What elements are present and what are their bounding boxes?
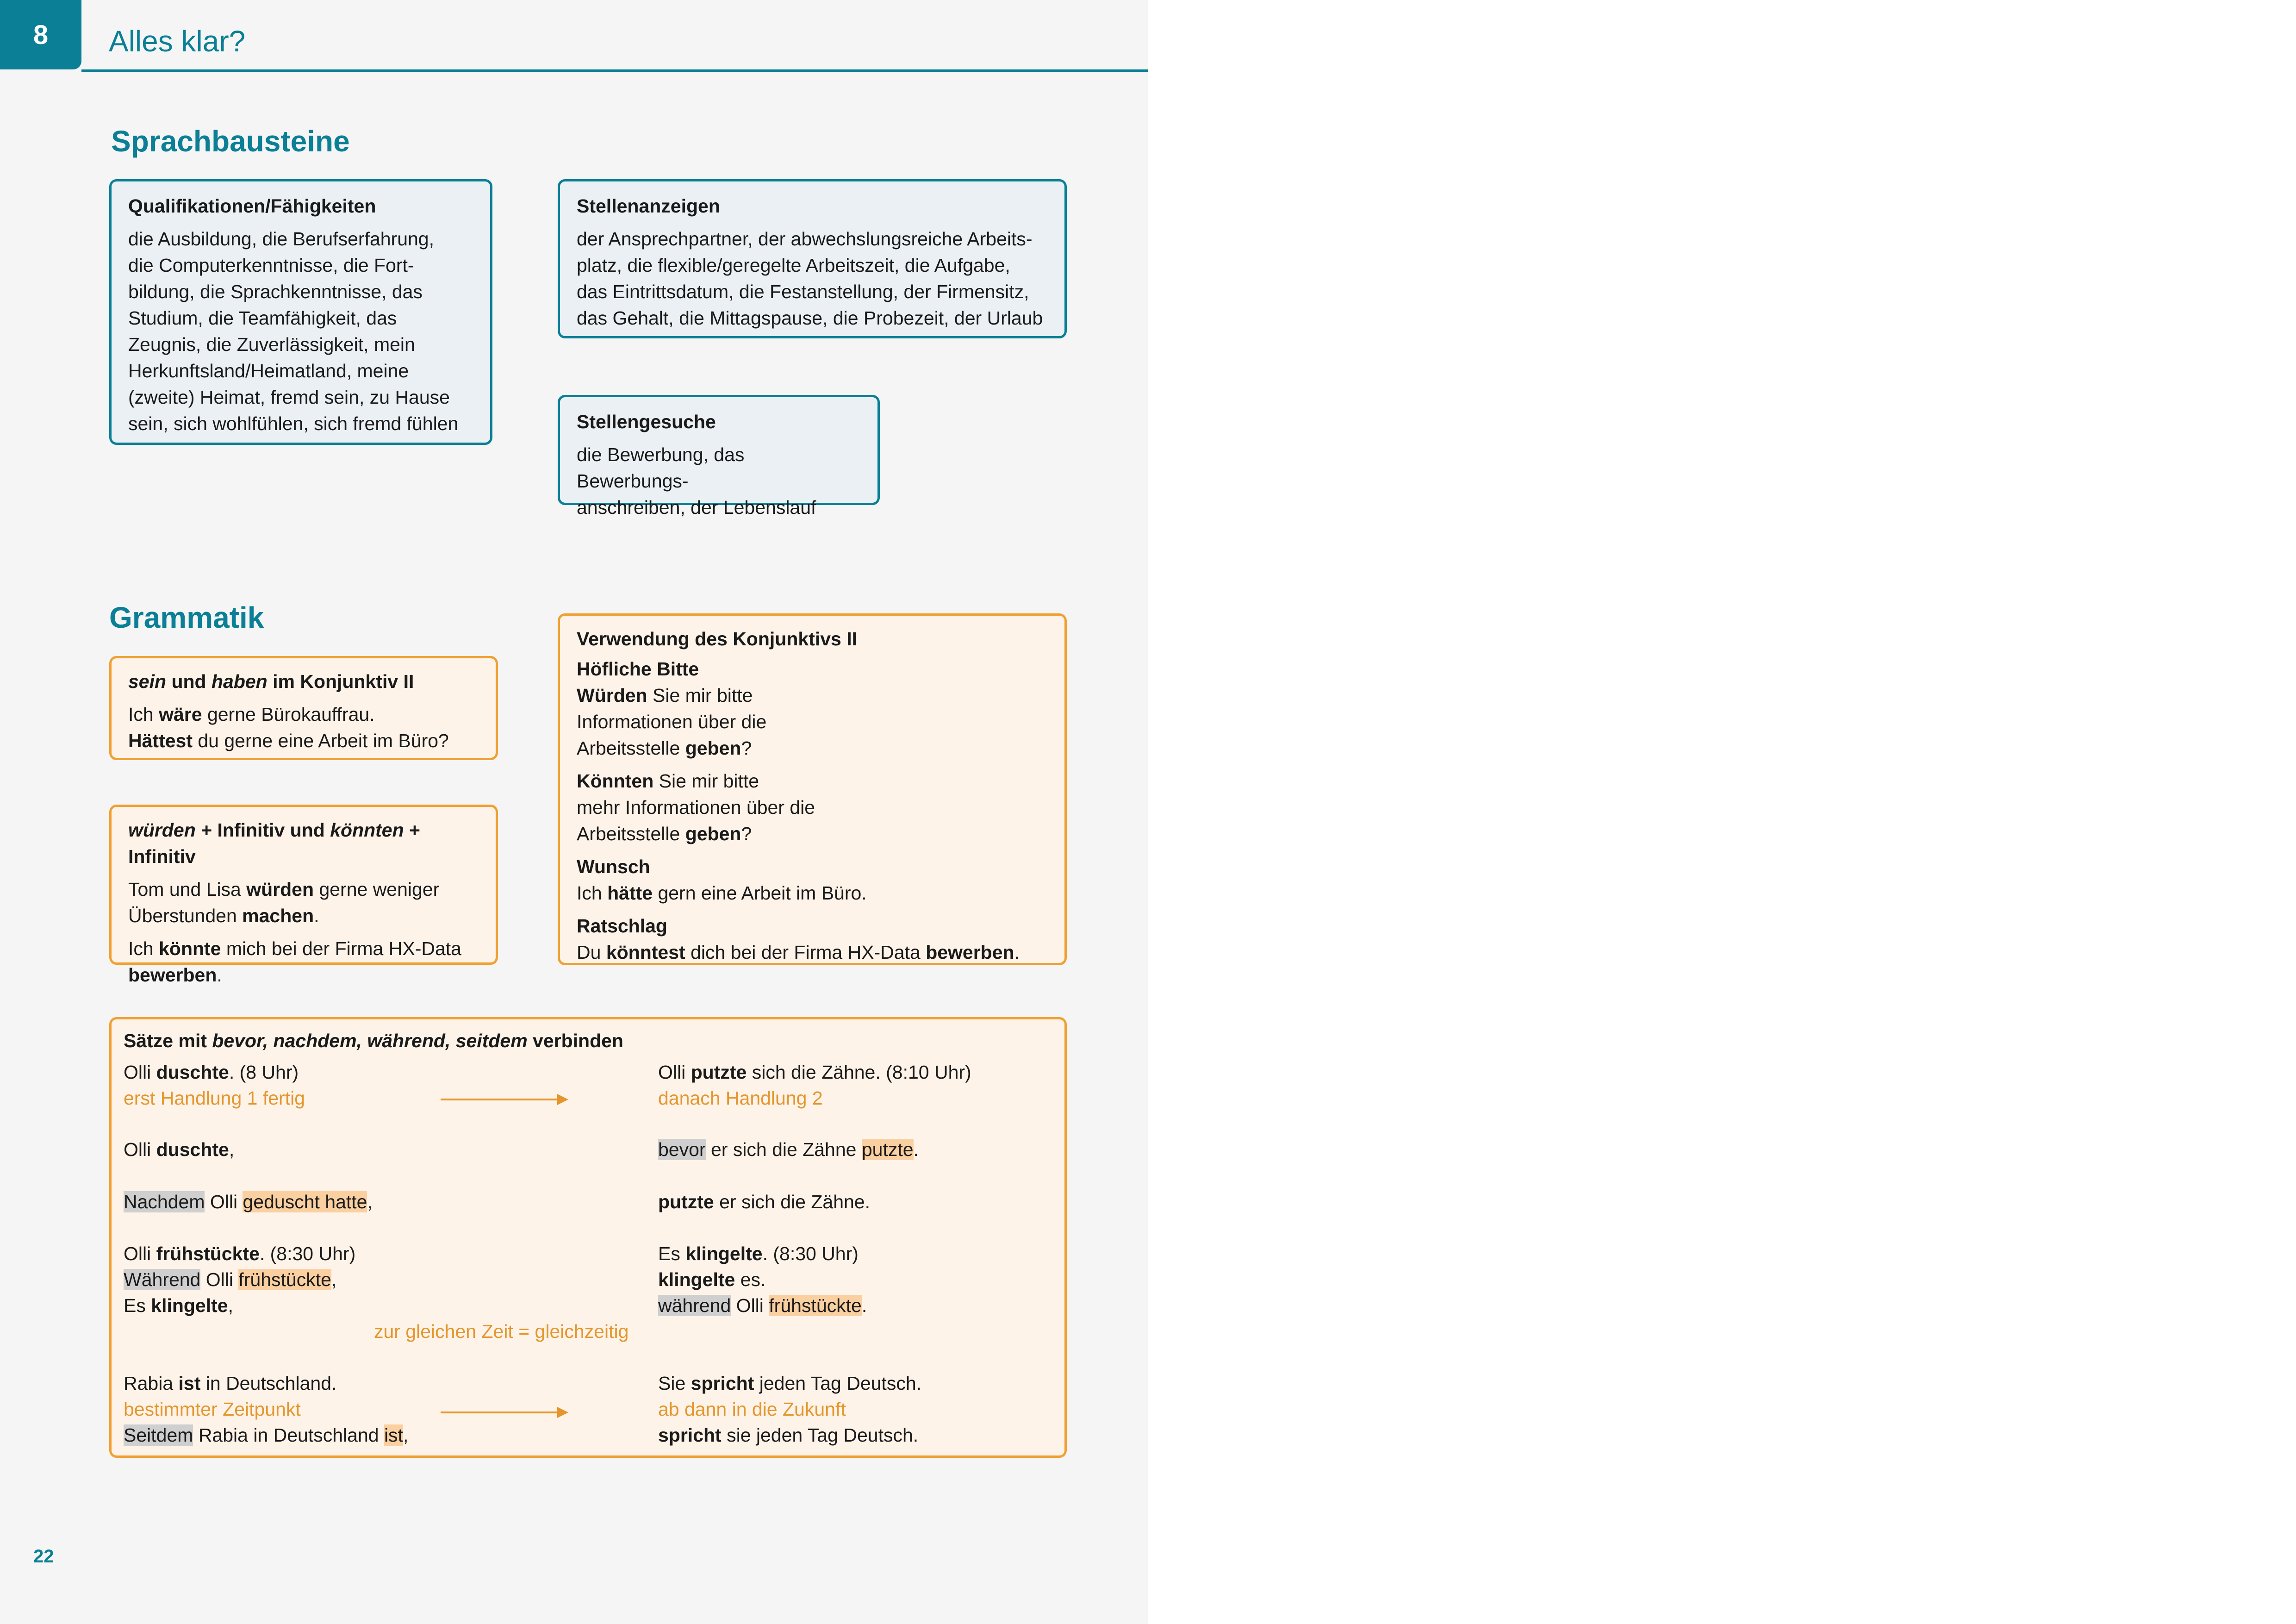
example-line: Ich wäre gerne Bürokauffrau. (128, 704, 375, 725)
text-line: die Ausbildung, die Berufserfahrung, (128, 228, 435, 250)
arrow-icon (441, 1099, 566, 1100)
example-line: Tom und Lisa würden gerne weniger (128, 879, 440, 900)
example-line: spricht sie jeden Tag Deutsch. (658, 1424, 919, 1446)
text-line: die Computerkenntnisse, die Fort- (128, 255, 414, 276)
example-line: Olli putzte sich die Zähne. (8:10 Uhr) (658, 1062, 971, 1083)
example-line: während Olli frühstückte. (658, 1295, 867, 1316)
example-line: mehr Informationen über die (577, 797, 815, 818)
box-verwendung-konjunktiv (558, 613, 1067, 965)
text-line: sein, sich wohlfühlen, sich fremd fühlen (128, 413, 459, 434)
example-line: Arbeitsstelle geben? (577, 823, 752, 844)
example-line: Hättest du gerne eine Arbeit im Büro? (128, 730, 449, 751)
example-line: Rabia ist in Deutschland. (124, 1373, 337, 1394)
example-line: klingelte es. (658, 1269, 766, 1290)
text-line: anschreiben, der Lebenslauf (577, 497, 816, 518)
box-wuerden-koennten (109, 805, 498, 986)
text-line: platz, die flexible/geregelte Arbeitszeit, die Aufgabe, (577, 255, 1010, 276)
chapter-number-tab (0, 0, 81, 69)
example-line: Ich könnte mich bei der Firma HX-Data (128, 938, 461, 959)
text-line: Herkunftsland/Heimatland, meine (128, 360, 409, 381)
example-line: Während Olli frühstückte, (124, 1269, 337, 1290)
box-stellenanzeigen (558, 179, 1067, 338)
annotation: zur gleichen Zeit = gleichzeitig (374, 1321, 629, 1342)
annotation: erst Handlung 1 fertig (124, 1087, 305, 1109)
example-line: Es klingelte, (124, 1295, 233, 1316)
example-line: Ich hätte gern eine Arbeit im Büro. (577, 882, 867, 904)
text-line: der Ansprechpartner, der abwechslungsreiche Arbeits- (577, 228, 1033, 250)
subheading: Ratschlag (577, 915, 667, 937)
chapter-number: 8 (33, 19, 49, 50)
example-line: Würden Sie mir bitte (577, 685, 753, 706)
example-line: Es klingelte. (8:30 Uhr) (658, 1243, 859, 1264)
example-line: Arbeitsstelle geben? (577, 737, 752, 759)
arrow-icon (441, 1412, 566, 1413)
example-line: bevor er sich die Zähne putzte. (658, 1139, 919, 1160)
example-line: Informationen über die (577, 711, 767, 732)
text-line: die Bewerbung, das Bewerbungs- (577, 444, 745, 492)
heading-grammatik: Grammatik (109, 601, 264, 634)
header-rule (81, 69, 1148, 72)
example-line: Du könntest dich bei der Firma HX-Data bewerben. (577, 942, 1020, 963)
text-line: das Gehalt, die Mittagspause, die Probezeit, der Urlaub (577, 307, 1043, 329)
saetze-title: Sätze mit bevor, nachdem, während, seitdem verbinden (124, 1030, 623, 1051)
example-line: Seitdem Rabia in Deutschland ist, (124, 1424, 409, 1446)
example-line: Könnten Sie mir bitte (577, 770, 759, 792)
box-title: sein und haben im Konjunktiv II (128, 671, 414, 692)
annotation: danach Handlung 2 (658, 1087, 823, 1109)
text-line: das Eintrittsdatum, die Festanstellung, der Firmensitz, (577, 281, 1029, 302)
example-line: Sie spricht jeden Tag Deutsch. (658, 1373, 922, 1394)
box-qualifikationen (109, 179, 492, 445)
example-line: Nachdem Olli geduscht hatte, (124, 1191, 373, 1212)
page-number: 22 (33, 1546, 54, 1567)
box-title: Verwendung des Konjunktivs II (577, 628, 857, 650)
text-line: Studium, die Teamfähigkeit, das (128, 307, 397, 329)
example-line: Olli frühstückte. (8:30 Uhr) (124, 1243, 356, 1264)
example-line: bewerben. (128, 964, 222, 986)
chapter-title: Alles klar? (109, 25, 246, 58)
annotation: bestimmter Zeitpunkt (124, 1399, 301, 1420)
text-line: bildung, die Sprachkenntnisse, das (128, 281, 423, 302)
box-stellengesuche (558, 395, 880, 518)
text-line: Zeugnis, die Zuverlässigkeit, mein (128, 334, 415, 355)
subheading: Wunsch (577, 856, 650, 877)
box-title: würden + Infinitiv und könnten + Infinitiv (128, 819, 420, 867)
box-title: Qualifikationen/Fähigkeiten (128, 195, 376, 217)
box-title: Stellenanzeigen (577, 195, 720, 217)
box-sein-haben (109, 656, 498, 760)
text-line: (zweite) Heimat, fremd sein, zu Hause (128, 387, 450, 408)
subheading: Höfliche Bitte (577, 658, 699, 680)
box-title: Stellengesuche (577, 411, 716, 432)
blank-right-page (1148, 0, 2296, 1624)
example-line: putzte er sich die Zähne. (658, 1191, 870, 1212)
example-line: Überstunden machen. (128, 905, 319, 926)
example-line: Olli duschte. (8 Uhr) (124, 1062, 299, 1083)
heading-sprachbausteine: Sprachbausteine (111, 125, 350, 158)
annotation: ab dann in die Zukunft (658, 1399, 846, 1420)
example-line: Olli duschte, (124, 1139, 235, 1160)
